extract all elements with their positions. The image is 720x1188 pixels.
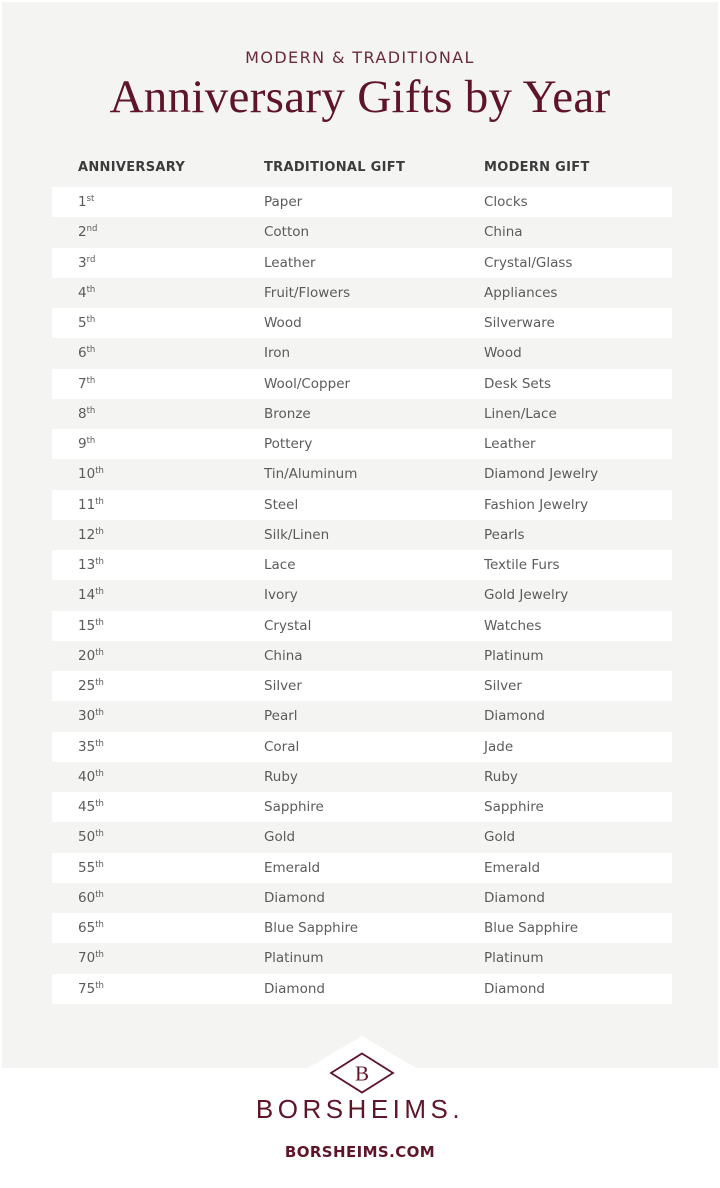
modern-gift-cell: Sapphire — [484, 799, 544, 815]
modern-gift-cell: Silverware — [484, 315, 555, 331]
page-title: Anniversary Gifts by Year — [109, 71, 611, 123]
traditional-gift-cell: Silver — [264, 678, 302, 694]
table-row — [52, 459, 672, 489]
table-row — [52, 550, 672, 580]
table-row — [52, 248, 672, 278]
traditional-gift-cell: Cotton — [264, 224, 310, 241]
anniversary-cell — [78, 950, 104, 966]
table-row — [52, 490, 672, 520]
modern-gift-cell: Gold Jewelry — [484, 587, 569, 604]
website-link[interactable]: BORSHEIMS.COM — [284, 1143, 436, 1161]
ordinal-suffix: th — [95, 799, 104, 809]
table-row — [52, 187, 672, 217]
anniversary-cell — [78, 648, 104, 664]
traditional-gift-cell: Crystal — [264, 617, 312, 634]
table-row — [52, 308, 672, 338]
modern-gift-cell: Leather — [484, 436, 536, 452]
anniversary-cell — [78, 466, 104, 482]
modern-gift-cell: Gold — [484, 829, 516, 846]
anniversary-cell — [78, 376, 95, 392]
anniversary-cell — [78, 981, 104, 997]
modern-gift-cell: Clocks — [484, 194, 528, 210]
ordinal-suffix: th — [95, 829, 104, 840]
ordinal-suffix: th — [95, 920, 104, 930]
traditional-gift-cell: Sapphire — [264, 799, 324, 815]
table-header — [0, 160, 720, 178]
traditional-gift-cell: Emerald — [264, 859, 321, 876]
ordinal-suffix: th — [86, 345, 96, 356]
anniversary-number: 12 — [78, 526, 96, 543]
table-row — [52, 913, 672, 943]
modern-gift-cell: Desk Sets — [484, 375, 552, 392]
traditional-gift-cell: Ruby — [264, 768, 298, 785]
anniversary-number: 50 — [78, 829, 96, 846]
anniversary-number: 10 — [78, 466, 96, 483]
anniversary-number: 2 — [78, 224, 87, 241]
anniversary-cell — [78, 708, 104, 724]
anniversary-number: 9 — [78, 436, 87, 452]
anniversary-cell — [78, 769, 104, 785]
modern-gift-cell: Appliances — [484, 284, 558, 301]
column-header-traditional-gift: TRADITIONAL GIFT — [264, 160, 406, 175]
ordinal-suffix: th — [95, 678, 104, 688]
traditional-gift-cell: Ivory — [264, 587, 298, 604]
anniversary-number: 5 — [78, 315, 87, 331]
anniversary-number: 35 — [78, 738, 96, 755]
modern-gift-cell: Platinum — [484, 647, 544, 664]
table-row — [52, 429, 672, 459]
anniversary-cell — [78, 315, 95, 331]
anniversary-cell — [78, 799, 104, 815]
anniversary-number: 8 — [78, 405, 87, 422]
table-row — [52, 822, 672, 852]
logo-letter: B — [354, 1061, 370, 1086]
anniversary-cell — [78, 497, 104, 513]
ordinal-suffix: th — [95, 526, 104, 537]
anniversary-number: 14 — [78, 587, 96, 604]
table-row — [52, 399, 672, 429]
traditional-gift-cell: Silk/Linen — [264, 526, 330, 543]
ordinal-suffix: rd — [86, 254, 96, 265]
traditional-gift-cell: Diamond — [264, 980, 325, 997]
anniversary-number: 6 — [78, 345, 87, 362]
anniversary-number: 75 — [78, 980, 96, 997]
anniversary-cell — [78, 345, 95, 361]
anniversary-cell — [78, 255, 95, 271]
ordinal-suffix: th — [95, 980, 104, 991]
anniversary-number: 13 — [78, 557, 96, 573]
anniversary-cell — [78, 860, 104, 876]
anniversary-number: 60 — [78, 889, 96, 906]
column-header-anniversary: ANNIVERSARY — [78, 160, 186, 175]
modern-gift-cell: Diamond — [484, 980, 545, 997]
gift-table — [52, 187, 672, 1004]
anniversary-cell — [78, 406, 95, 422]
anniversary-number: 11 — [78, 496, 96, 513]
anniversary-number: 25 — [78, 678, 96, 694]
diamond-b-monogram-icon — [329, 1052, 395, 1094]
brand-wordmark: BORSHEIMS. — [255, 1094, 465, 1124]
ordinal-suffix: th — [95, 768, 104, 779]
ordinal-suffix: th — [95, 557, 104, 567]
modern-gift-cell: China — [484, 224, 523, 241]
ordinal-suffix: th — [86, 315, 96, 325]
traditional-gift-cell: Blue Sapphire — [264, 920, 359, 936]
anniversary-number: 1 — [78, 194, 87, 210]
traditional-gift-cell: Lace — [264, 557, 296, 573]
traditional-gift-cell: Coral — [264, 738, 300, 755]
table-row — [52, 883, 672, 913]
modern-gift-cell: Jade — [484, 738, 514, 755]
anniversary-cell — [78, 587, 104, 603]
modern-gift-cell: Emerald — [484, 859, 541, 876]
modern-gift-cell: Watches — [484, 617, 542, 634]
ordinal-suffix: th — [86, 436, 96, 446]
modern-gift-cell: Pearls — [484, 526, 525, 543]
traditional-gift-cell: Fruit/Flowers — [264, 284, 351, 301]
anniversary-cell — [78, 618, 104, 634]
table-row — [52, 701, 672, 731]
ordinal-suffix: th — [95, 587, 104, 598]
anniversary-cell — [78, 890, 104, 906]
modern-gift-cell: Ruby — [484, 768, 518, 785]
ordinal-suffix: th — [95, 859, 104, 870]
anniversary-number: 70 — [78, 950, 96, 967]
modern-gift-cell: Linen/Lace — [484, 405, 557, 422]
table-row — [52, 580, 672, 610]
anniversary-cell — [78, 436, 95, 452]
traditional-gift-cell: Gold — [264, 829, 296, 846]
traditional-gift-cell: Paper — [264, 194, 303, 210]
anniversary-cell — [78, 829, 104, 845]
ordinal-suffix: th — [95, 617, 104, 628]
modern-gift-cell: Platinum — [484, 950, 544, 967]
traditional-gift-cell: Pottery — [264, 436, 313, 452]
modern-gift-cell: Diamond Jewelry — [484, 466, 599, 483]
modern-gift-cell: Textile Furs — [484, 557, 560, 573]
table-row — [52, 217, 672, 247]
anniversary-number: 15 — [78, 617, 96, 634]
table-row — [52, 520, 672, 550]
traditional-gift-cell: Bronze — [264, 405, 311, 422]
modern-gift-cell: Diamond — [484, 889, 545, 906]
ordinal-suffix: st — [86, 194, 95, 204]
traditional-gift-cell: Steel — [264, 496, 299, 513]
column-header-modern-gift: MODERN GIFT — [484, 160, 590, 175]
traditional-gift-cell: Diamond — [264, 889, 325, 906]
ordinal-suffix: th — [95, 708, 104, 719]
anniversary-cell — [78, 739, 104, 755]
anniversary-number: 65 — [78, 920, 96, 936]
table-row — [52, 974, 672, 1004]
traditional-gift-cell: Pearl — [264, 708, 298, 725]
table-row — [52, 671, 672, 701]
ordinal-suffix: th — [86, 405, 96, 416]
anniversary-number: 30 — [78, 708, 96, 725]
table-row — [52, 369, 672, 399]
anniversary-cell — [78, 224, 97, 240]
table-row — [52, 943, 672, 973]
modern-gift-cell: Blue Sapphire — [484, 920, 579, 936]
ordinal-suffix: th — [95, 950, 104, 961]
modern-gift-cell: Silver — [484, 678, 522, 694]
table-row — [52, 338, 672, 368]
anniversary-cell — [78, 920, 104, 936]
traditional-gift-cell: Wood — [264, 315, 302, 331]
modern-gift-cell: Crystal/Glass — [484, 254, 573, 271]
table-row — [52, 792, 672, 822]
ordinal-suffix: th — [86, 284, 96, 295]
table-row — [52, 853, 672, 883]
modern-gift-cell: Fashion Jewelry — [484, 496, 589, 513]
anniversary-number: 4 — [78, 284, 87, 301]
ordinal-suffix: th — [86, 375, 96, 386]
traditional-gift-cell: Wool/Copper — [264, 375, 351, 392]
modern-gift-cell: Wood — [484, 345, 522, 362]
anniversary-cell — [78, 527, 104, 543]
traditional-gift-cell: Leather — [264, 254, 316, 271]
ordinal-suffix: th — [95, 496, 104, 507]
traditional-gift-cell: Platinum — [264, 950, 324, 967]
modern-gift-cell: Diamond — [484, 708, 545, 725]
table-row — [52, 611, 672, 641]
table-row — [52, 278, 672, 308]
anniversary-cell — [78, 557, 104, 573]
anniversary-number: 40 — [78, 768, 96, 785]
anniversary-number: 55 — [78, 859, 96, 876]
anniversary-number: 20 — [78, 647, 96, 664]
ordinal-suffix: th — [95, 647, 104, 658]
anniversary-number: 45 — [78, 799, 96, 815]
ordinal-suffix: th — [95, 889, 104, 900]
ordinal-suffix: th — [95, 738, 104, 749]
anniversary-cell — [78, 194, 94, 210]
table-row — [52, 762, 672, 792]
ordinal-suffix: nd — [86, 224, 98, 235]
traditional-gift-cell: China — [264, 647, 303, 664]
anniversary-cell — [78, 285, 95, 301]
anniversary-cell — [78, 678, 104, 694]
traditional-gift-cell: Tin/Aluminum — [264, 466, 358, 483]
anniversary-number: 7 — [78, 375, 87, 392]
anniversary-number: 3 — [78, 254, 87, 271]
table-row — [52, 641, 672, 671]
page-kicker: MODERN & TRADITIONAL — [245, 48, 475, 67]
table-row — [52, 732, 672, 762]
ordinal-suffix: th — [95, 466, 104, 477]
traditional-gift-cell: Iron — [264, 345, 291, 362]
